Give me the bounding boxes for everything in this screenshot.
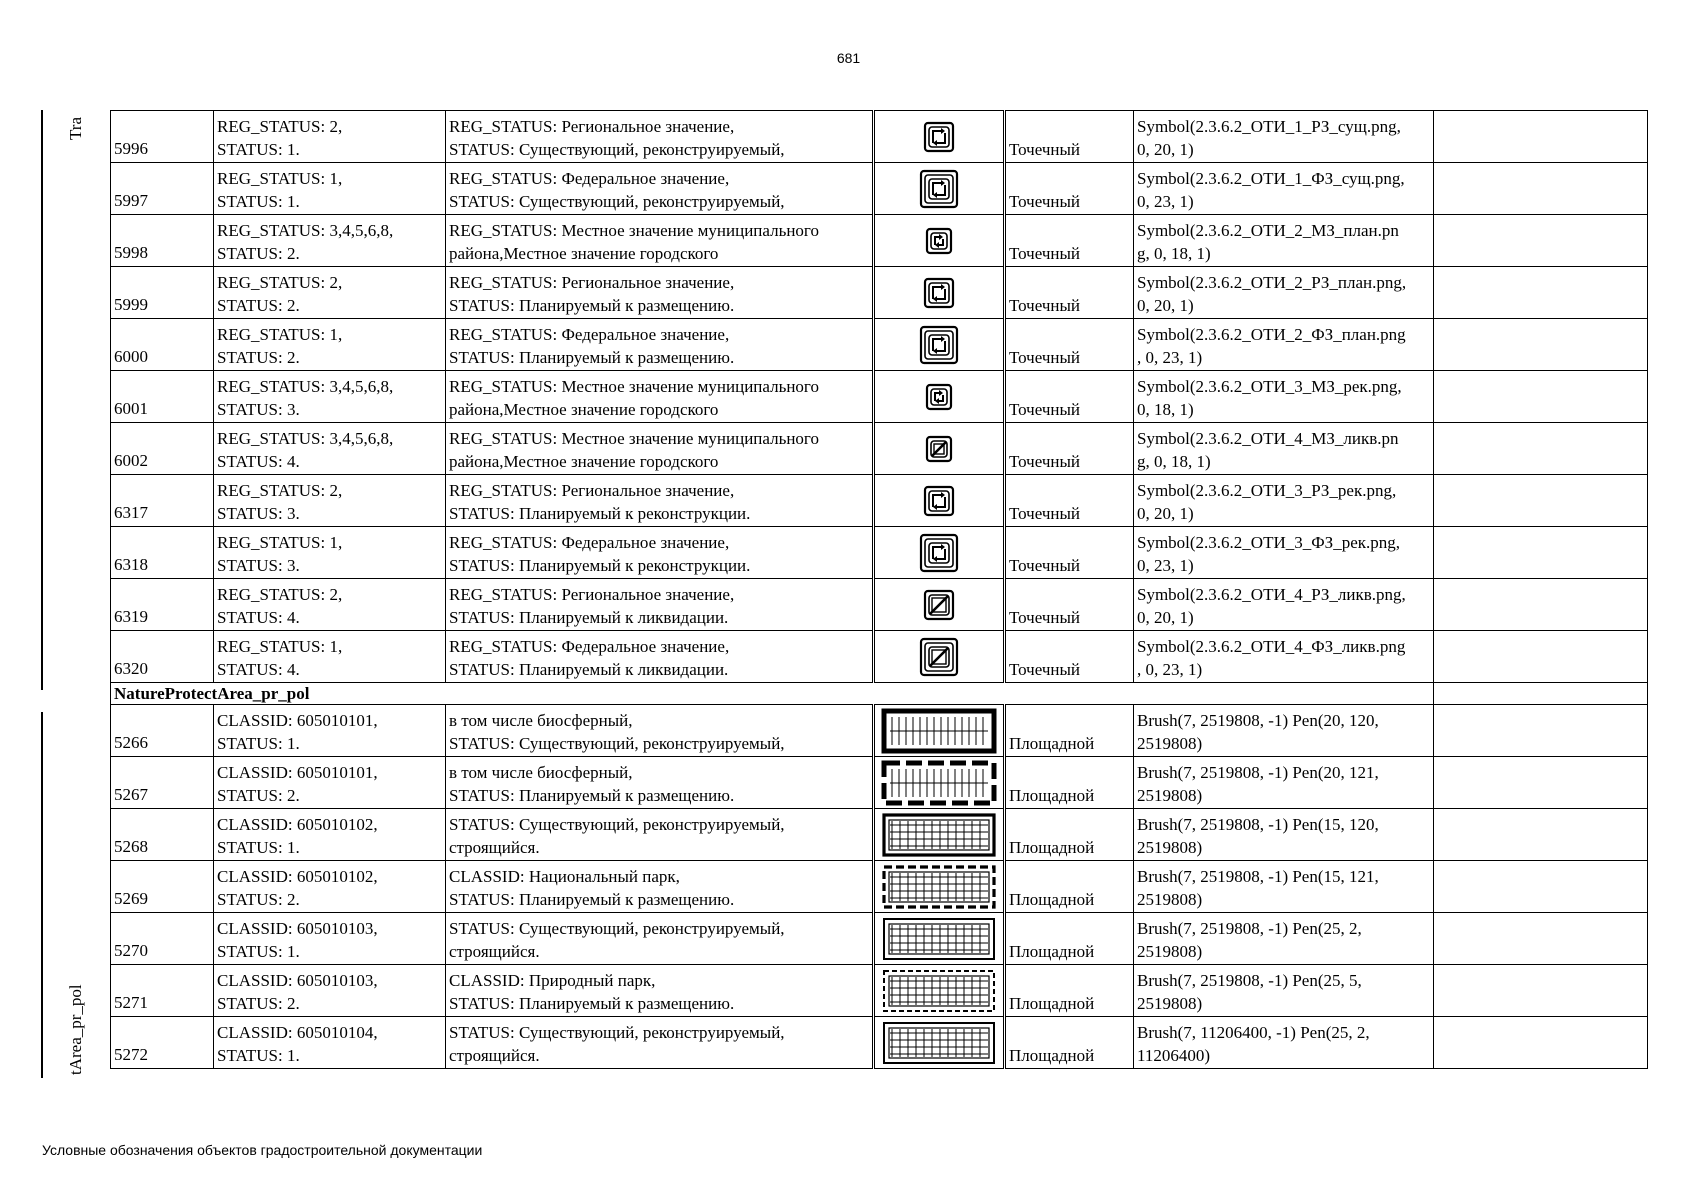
cell-line: CLASSID: 605010103, — [217, 919, 378, 938]
cell-line: STATUS: Планируемый к размещению. — [449, 348, 735, 367]
cell-line: STATUS: Планируемый к реконструкции. — [449, 556, 751, 575]
layer-group-header — [111, 683, 1648, 705]
condition-cell — [214, 163, 446, 215]
cell-line: REG_STATUS: Региональное значение, — [449, 117, 735, 136]
cell-line: STATUS: 2. — [217, 244, 300, 263]
table-row — [111, 267, 1648, 319]
cell-line: района,Местное значение городского — [449, 452, 719, 471]
layer-name-vertical-label: tArea_pr_pol — [66, 984, 85, 1075]
cell-line: STATUS: 3. — [217, 556, 300, 575]
style-definition — [1134, 757, 1434, 809]
geometry-type: Точечный — [1005, 423, 1134, 475]
empty-cell — [1434, 423, 1648, 475]
cell-line: CLASSID: 605010103, — [217, 971, 378, 990]
legend-symbol-cell — [874, 215, 1005, 267]
table-row — [111, 757, 1648, 809]
description-cell — [446, 319, 874, 371]
cell-line: STATUS: 1. — [217, 140, 300, 159]
cell-line: STATUS: 2. — [217, 296, 300, 315]
condition-cell — [214, 579, 446, 631]
object-marker-icon — [919, 116, 959, 158]
cell-line: REG_STATUS: Региональное значение, — [449, 585, 735, 604]
description-cell — [446, 267, 874, 319]
condition-cell — [214, 705, 446, 757]
table-row — [111, 705, 1648, 757]
cell-line: Symbol(2.3.6.2_ОТИ_4_ФЗ_ликв.png — [1137, 637, 1406, 656]
legend-symbol-cell — [874, 861, 1005, 913]
legend-symbol-cell — [874, 475, 1005, 527]
description-cell — [446, 1017, 874, 1069]
description-cell — [446, 163, 874, 215]
area-hatch-icon — [881, 708, 997, 754]
area-hatch-icon — [881, 760, 997, 806]
cell-line: Symbol(2.3.6.2_ОТИ_1_ФЗ_сущ.png, — [1137, 169, 1405, 188]
cell-line: CLASSID: 605010101, — [217, 763, 378, 782]
cell-line: 0, 20, 1) — [1137, 608, 1194, 627]
geometry-type: Точечный — [1005, 631, 1134, 683]
cell-line: Brush(7, 2519808, -1) Pen(20, 121, — [1137, 763, 1379, 782]
cell-line: STATUS: 4. — [217, 452, 300, 471]
cell-line: STATUS: 2. — [217, 348, 300, 367]
cell-line: STATUS: 2. — [217, 786, 300, 805]
cell-line: CLASSID: 605010104, — [217, 1023, 378, 1042]
empty-cell — [1434, 705, 1648, 757]
geometry-type: Точечный — [1005, 267, 1134, 319]
empty-cell — [1434, 371, 1648, 423]
condition-cell — [214, 861, 446, 913]
empty-cell — [1434, 631, 1648, 683]
object-code: 6318 — [111, 527, 214, 579]
style-definition — [1134, 111, 1434, 163]
cell-line: REG_STATUS: Федеральное значение, — [449, 533, 730, 552]
cell-line: STATUS: Планируемый к ликвидации. — [449, 608, 729, 627]
object-code: 5996 — [111, 111, 214, 163]
cell-line: Symbol(2.3.6.2_ОТИ_2_ФЗ_план.png — [1137, 325, 1406, 344]
cell-line: 0, 23, 1) — [1137, 192, 1194, 211]
empty-cell — [1434, 965, 1648, 1017]
cell-line: REG_STATUS: Региональное значение, — [449, 273, 735, 292]
cell-line: STATUS: Планируемый к размещению. — [449, 890, 735, 909]
style-definition — [1134, 913, 1434, 965]
cell-line: STATUS: 1. — [217, 192, 300, 211]
style-definition — [1134, 319, 1434, 371]
cell-line: 2519808) — [1137, 942, 1203, 961]
cell-line: 2519808) — [1137, 786, 1203, 805]
empty-cell — [1434, 163, 1648, 215]
cell-line: STATUS: 2. — [217, 994, 300, 1013]
area-hatch-icon — [881, 916, 997, 962]
cell-line: STATUS: 1. — [217, 734, 300, 753]
condition-cell — [214, 965, 446, 1017]
table-row — [111, 215, 1648, 267]
geometry-type: Площадной — [1005, 757, 1134, 809]
geometry-type: Площадной — [1005, 861, 1134, 913]
area-hatch-icon — [881, 812, 997, 858]
cell-line: REG_STATUS: 3,4,5,6,8, — [217, 221, 394, 240]
description-cell — [446, 215, 874, 267]
object-code: 5269 — [111, 861, 214, 913]
object-marker-icon — [919, 168, 959, 210]
legend-symbol-cell — [874, 705, 1005, 757]
geometry-type: Площадной — [1005, 913, 1134, 965]
cell-line: Symbol(2.3.6.2_ОТИ_1_РЗ_сущ.png, — [1137, 117, 1401, 136]
empty-cell — [1434, 267, 1648, 319]
condition-cell — [214, 809, 446, 861]
geometry-type: Площадной — [1005, 809, 1134, 861]
description-cell — [446, 371, 874, 423]
cell-line: строящийся. — [449, 942, 540, 961]
style-definition — [1134, 705, 1434, 757]
cell-line: REG_STATUS: Федеральное значение, — [449, 169, 730, 188]
section-divider-line — [41, 110, 43, 690]
table-row — [111, 861, 1648, 913]
cell-line: Brush(7, 2519808, -1) Pen(20, 120, — [1137, 711, 1379, 730]
condition-cell — [214, 319, 446, 371]
cell-line: Symbol(2.3.6.2_ОТИ_3_МЗ_рек.png, — [1137, 377, 1402, 396]
cell-line: STATUS: 2. — [217, 890, 300, 909]
condition-cell — [214, 527, 446, 579]
style-definition — [1134, 527, 1434, 579]
cell-line: STATUS: Планируемый к ликвидации. — [449, 660, 729, 679]
style-definition — [1134, 1017, 1434, 1069]
description-cell — [446, 475, 874, 527]
empty-cell — [1434, 913, 1648, 965]
cell-line: в том числе биосферный, — [449, 763, 633, 782]
layer-name-vertical-label: Tra — [66, 117, 85, 140]
description-cell — [446, 579, 874, 631]
cell-line: Symbol(2.3.6.2_ОТИ_2_РЗ_план.png, — [1137, 273, 1407, 292]
empty-cell — [1434, 475, 1648, 527]
description-cell — [446, 965, 874, 1017]
cell-line: 2519808) — [1137, 890, 1203, 909]
style-definition — [1134, 423, 1434, 475]
table-row — [111, 423, 1648, 475]
cell-line: 2519808) — [1137, 994, 1203, 1013]
cell-line: REG_STATUS: 2, — [217, 273, 343, 292]
cell-line: STATUS: Существующий, реконструируемый, — [449, 734, 785, 753]
description-cell — [446, 111, 874, 163]
description-cell — [446, 631, 874, 683]
table-row — [111, 163, 1648, 215]
legend-symbol-cell — [874, 579, 1005, 631]
geometry-type: Площадной — [1005, 1017, 1134, 1069]
empty-cell — [1434, 809, 1648, 861]
table-row — [111, 579, 1648, 631]
object-marker-icon — [919, 532, 959, 574]
geometry-type: Точечный — [1005, 319, 1134, 371]
cell-line: STATUS: 1. — [217, 838, 300, 857]
object-marker-icon — [919, 480, 959, 522]
condition-cell — [214, 913, 446, 965]
cell-line: STATUS: Существующий, реконструируемый, — [449, 919, 785, 938]
cell-line: района,Местное значение городского — [449, 244, 719, 263]
object-code: 6319 — [111, 579, 214, 631]
cell-line: 0, 20, 1) — [1137, 296, 1194, 315]
table-row — [111, 527, 1648, 579]
legend-symbol-cell — [874, 809, 1005, 861]
description-cell — [446, 809, 874, 861]
condition-cell — [214, 215, 446, 267]
cell-line: REG_STATUS: Федеральное значение, — [449, 325, 730, 344]
description-cell — [446, 527, 874, 579]
legend-symbol-cell — [874, 965, 1005, 1017]
cell-line: 0, 23, 1) — [1137, 556, 1194, 575]
area-hatch-icon — [881, 968, 997, 1014]
table-row — [111, 631, 1648, 683]
table-row — [111, 371, 1648, 423]
document-footer: Условные обозначения объектов градостроительной документации — [42, 1142, 483, 1158]
cell-line: района,Местное значение городского — [449, 400, 719, 419]
table-row — [111, 965, 1648, 1017]
object-marker-icon — [919, 324, 959, 366]
condition-cell — [214, 111, 446, 163]
condition-cell — [214, 423, 446, 475]
cell-line: STATUS: Планируемый к реконструкции. — [449, 504, 751, 523]
geometry-type: Точечный — [1005, 163, 1134, 215]
cell-line: STATUS: 1. — [217, 942, 300, 961]
cell-line: 11206400) — [1137, 1046, 1211, 1065]
cell-line: STATUS: Планируемый к размещению. — [449, 994, 735, 1013]
object-code: 5266 — [111, 705, 214, 757]
cell-line: Symbol(2.3.6.2_ОТИ_3_РЗ_рек.png, — [1137, 481, 1397, 500]
geometry-type: Площадной — [1005, 705, 1134, 757]
condition-cell — [214, 475, 446, 527]
object-marker-icon — [919, 272, 959, 314]
cell-line: CLASSID: 605010101, — [217, 711, 378, 730]
cell-line: 0, 20, 1) — [1137, 140, 1194, 159]
legend-symbol-cell — [874, 111, 1005, 163]
layer-group-title: NatureProtectArea_pr_pol — [111, 683, 1434, 705]
table-row — [111, 111, 1648, 163]
cell-line: STATUS: 1. — [217, 1046, 300, 1065]
legend-symbol-cell — [874, 163, 1005, 215]
object-marker-icon — [919, 428, 959, 470]
cell-line: REG_STATUS: 3,4,5,6,8, — [217, 377, 394, 396]
cell-line: Symbol(2.3.6.2_ОТИ_4_МЗ_ликв.pn — [1137, 429, 1399, 448]
condition-cell — [214, 757, 446, 809]
area-hatch-icon — [881, 864, 997, 910]
object-code: 6001 — [111, 371, 214, 423]
cell-line: в том числе биосферный, — [449, 711, 633, 730]
style-definition — [1134, 475, 1434, 527]
cell-line: STATUS: 4. — [217, 660, 300, 679]
object-code: 6000 — [111, 319, 214, 371]
geometry-type: Точечный — [1005, 527, 1134, 579]
object-code: 5998 — [111, 215, 214, 267]
legend-symbol-cell — [874, 1017, 1005, 1069]
table-row — [111, 475, 1648, 527]
description-cell — [446, 861, 874, 913]
cell-line: REG_STATUS: Местное значение муниципального — [449, 377, 819, 396]
cell-line: , 0, 23, 1) — [1137, 348, 1203, 367]
cell-line: строящийся. — [449, 838, 540, 857]
legend-symbol-cell — [874, 631, 1005, 683]
object-code: 5268 — [111, 809, 214, 861]
style-definition — [1134, 579, 1434, 631]
area-hatch-icon — [881, 1020, 997, 1066]
style-definition — [1134, 215, 1434, 267]
geometry-type: Точечный — [1005, 475, 1134, 527]
empty-cell — [1434, 111, 1648, 163]
table-row — [111, 319, 1648, 371]
cell-line: REG_STATUS: 3,4,5,6,8, — [217, 429, 394, 448]
style-definition — [1134, 371, 1434, 423]
cell-line: 0, 20, 1) — [1137, 504, 1194, 523]
object-code: 5997 — [111, 163, 214, 215]
cell-line: Brush(7, 2519808, -1) Pen(25, 2, — [1137, 919, 1362, 938]
object-marker-icon — [919, 584, 959, 626]
cell-line: REG_STATUS: Местное значение муниципального — [449, 221, 819, 240]
object-code: 5267 — [111, 757, 214, 809]
cell-line: REG_STATUS: Региональное значение, — [449, 481, 735, 500]
legend-table — [110, 110, 1648, 1069]
page-number: 681 — [836, 50, 861, 66]
object-code: 6317 — [111, 475, 214, 527]
geometry-type: Точечный — [1005, 111, 1134, 163]
section-divider-line — [41, 712, 43, 1078]
object-code: 6320 — [111, 631, 214, 683]
legend-symbol-cell — [874, 423, 1005, 475]
cell-line: REG_STATUS: Федеральное значение, — [449, 637, 730, 656]
condition-cell — [214, 267, 446, 319]
cell-line: CLASSID: Национальный парк, — [449, 867, 680, 886]
legend-symbol-cell — [874, 527, 1005, 579]
cell-line: REG_STATUS: 1, — [217, 325, 343, 344]
geometry-type: Площадной — [1005, 965, 1134, 1017]
cell-line: g, 0, 18, 1) — [1137, 244, 1211, 263]
cell-line: Brush(7, 11206400, -1) Pen(25, 2, — [1137, 1023, 1370, 1042]
style-definition — [1134, 267, 1434, 319]
cell-line: Brush(7, 2519808, -1) Pen(25, 5, — [1137, 971, 1362, 990]
table-row — [111, 1017, 1648, 1069]
style-definition — [1134, 809, 1434, 861]
cell-line: REG_STATUS: 1, — [217, 637, 343, 656]
empty-cell — [1434, 1017, 1648, 1069]
geometry-type: Точечный — [1005, 215, 1134, 267]
cell-line: CLASSID: Природный парк, — [449, 971, 656, 990]
object-code: 5270 — [111, 913, 214, 965]
object-code: 5999 — [111, 267, 214, 319]
cell-line: Brush(7, 2519808, -1) Pen(15, 121, — [1137, 867, 1379, 886]
cell-line: строящийся. — [449, 1046, 540, 1065]
legend-symbol-cell — [874, 319, 1005, 371]
cell-line: REG_STATUS: 2, — [217, 117, 343, 136]
object-code: 5272 — [111, 1017, 214, 1069]
cell-line: g, 0, 18, 1) — [1137, 452, 1211, 471]
object-marker-icon — [919, 376, 959, 418]
style-definition — [1134, 163, 1434, 215]
table-row — [111, 809, 1648, 861]
cell-line: 2519808) — [1137, 734, 1203, 753]
cell-line: 0, 18, 1) — [1137, 400, 1194, 419]
condition-cell — [214, 371, 446, 423]
empty-cell — [1434, 579, 1648, 631]
style-definition — [1134, 861, 1434, 913]
empty-cell — [1434, 757, 1648, 809]
cell-line: STATUS: 3. — [217, 504, 300, 523]
object-code: 6002 — [111, 423, 214, 475]
cell-line: 2519808) — [1137, 838, 1203, 857]
cell-line: REG_STATUS: 2, — [217, 481, 343, 500]
cell-line: STATUS: Планируемый к размещению. — [449, 786, 735, 805]
cell-line: REG_STATUS: 1, — [217, 169, 343, 188]
legend-symbol-cell — [874, 757, 1005, 809]
cell-line: REG_STATUS: Местное значение муниципального — [449, 429, 819, 448]
cell-line: STATUS: Существующий, реконструируемый, — [449, 192, 785, 211]
legend-symbol-cell — [874, 913, 1005, 965]
cell-line: STATUS: 3. — [217, 400, 300, 419]
condition-cell — [214, 1017, 446, 1069]
cell-line: CLASSID: 605010102, — [217, 815, 378, 834]
style-definition — [1134, 965, 1434, 1017]
empty-cell — [1434, 683, 1648, 705]
table-row — [111, 913, 1648, 965]
object-marker-icon — [919, 636, 959, 678]
empty-cell — [1434, 861, 1648, 913]
cell-line: Brush(7, 2519808, -1) Pen(15, 120, — [1137, 815, 1379, 834]
description-cell — [446, 705, 874, 757]
style-definition — [1134, 631, 1434, 683]
cell-line: Symbol(2.3.6.2_ОТИ_2_МЗ_план.pn — [1137, 221, 1399, 240]
cell-line: Symbol(2.3.6.2_ОТИ_4_РЗ_ликв.png, — [1137, 585, 1406, 604]
geometry-type: Точечный — [1005, 371, 1134, 423]
cell-line: STATUS: Существующий, реконструируемый, — [449, 140, 785, 159]
description-cell — [446, 757, 874, 809]
empty-cell — [1434, 215, 1648, 267]
object-marker-icon — [919, 220, 959, 262]
cell-line: STATUS: Планируемый к размещению. — [449, 296, 735, 315]
description-cell — [446, 913, 874, 965]
empty-cell — [1434, 319, 1648, 371]
cell-line: STATUS: 4. — [217, 608, 300, 627]
legend-symbol-cell — [874, 371, 1005, 423]
cell-line: REG_STATUS: 2, — [217, 585, 343, 604]
legend-symbol-cell — [874, 267, 1005, 319]
cell-line: , 0, 23, 1) — [1137, 660, 1203, 679]
cell-line: STATUS: Существующий, реконструируемый, — [449, 1023, 785, 1042]
cell-line: Symbol(2.3.6.2_ОТИ_3_ФЗ_рек.png, — [1137, 533, 1401, 552]
description-cell — [446, 423, 874, 475]
geometry-type: Точечный — [1005, 579, 1134, 631]
condition-cell — [214, 631, 446, 683]
cell-line: REG_STATUS: 1, — [217, 533, 343, 552]
empty-cell — [1434, 527, 1648, 579]
cell-line: CLASSID: 605010102, — [217, 867, 378, 886]
object-code: 5271 — [111, 965, 214, 1017]
cell-line: STATUS: Существующий, реконструируемый, — [449, 815, 785, 834]
